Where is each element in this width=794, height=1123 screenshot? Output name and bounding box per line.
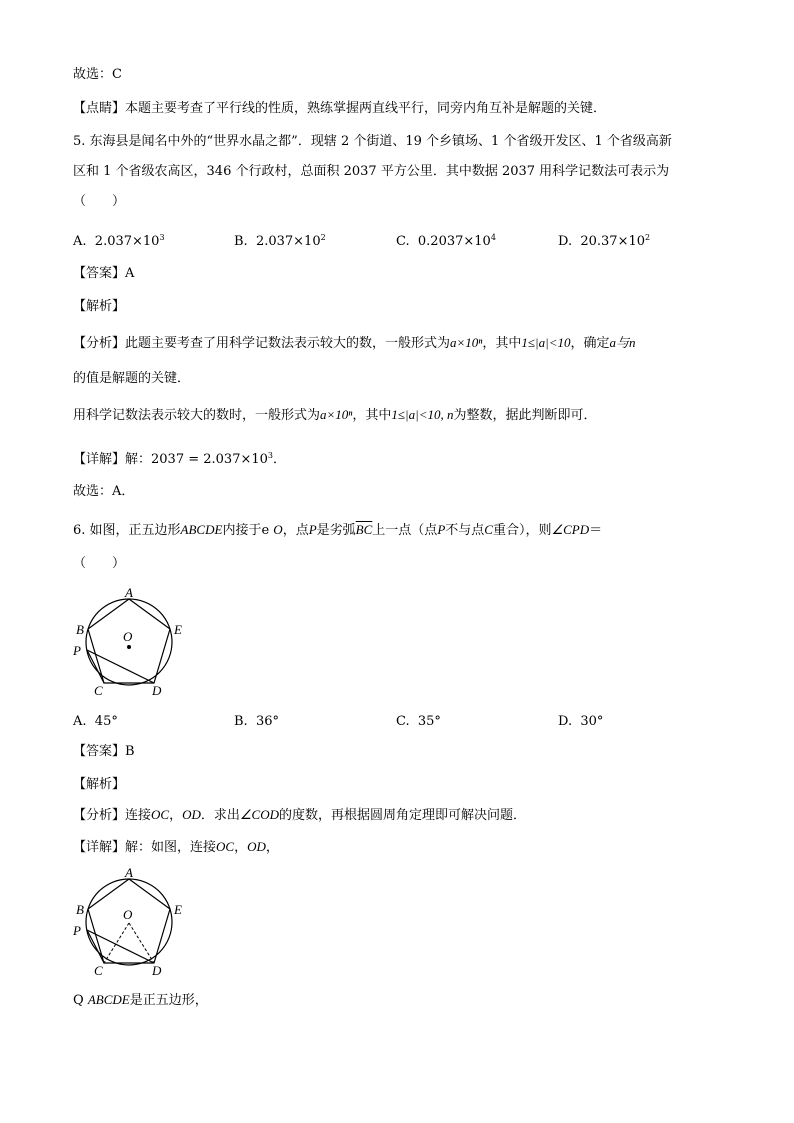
answer-choice-line: 故选：C [73,67,122,82]
label-p-2: P [73,923,81,938]
pentagon-figure-2 [70,865,190,980]
label-o-2: O [123,907,133,922]
label-e: E [174,622,182,637]
q5-option-b: B. $2.037\times 10^2$ [234,233,326,249]
q6-option-c: C. 35° [396,714,441,729]
q6-paren: （ ） [73,556,126,571]
q5-detail-line: 【详解】解：$2037 = 2.037\times 10^3$． [73,451,287,467]
label-b: B [76,622,84,637]
q6-option-b: B. 36° [234,714,279,729]
comment-line: 【点睛】本题主要考查了平行线的性质，熟练掌握两直线平行，同旁内角互补是解题的关键． [73,101,607,116]
q5-option-a: A. $2.037\times 10^3$ [73,233,165,249]
segment-pd [87,650,154,683]
q6-last-line: Q ABCDE是正五边形， [73,992,208,1008]
segment-oc-dashed [104,923,129,963]
q6-answer: 【答案】B [73,744,135,759]
q5-method-line: 用科学记数法表示较大的数时，一般形式为a×10ⁿ，其中1≤|a|<10, n为整数，据此判断即可． [73,407,597,423]
q5-option-d: D. $20.37\times 10^2$ [558,233,651,249]
q5-analysis-line-2: 的值是解题的关键． [73,371,191,386]
q5-analysis-heading: 【解析】 [73,299,126,314]
pentagon-figure-1 [70,585,190,700]
label-o: O [123,629,133,644]
q6-analysis-line: 【分析】连接OC，OD．求出∠COD的度数，再根据圆周角定理即可解决问题． [73,807,527,823]
label-a: A [125,585,133,600]
q6-option-d: D. 30° [558,714,604,729]
q6-option-a: A. 45° [73,714,118,729]
label-d-2: D [152,963,162,978]
label-a-2: A [125,865,133,880]
q5-analysis-line-1: 【分析】此题主要考查了用科学记数法表示较大的数，一般形式为a×10ⁿ，其中1≤|a|<10，确定a与n [73,335,636,351]
label-p: P [73,643,81,658]
q5-stem-line-1: 5. 东海县是闻名中外的“世界水晶之都”．现辖 2 个街道、19 个乡镇场、1 个省级开发区、1 个省级高新 [73,134,672,149]
label-c-2: C [94,963,103,978]
q6-analysis-heading: 【解析】 [73,777,126,792]
label-e-2: E [174,902,182,917]
center-dot [127,645,131,649]
q5-answer: 【答案】A [73,266,135,281]
label-c: C [94,683,103,698]
label-b-2: B [76,902,84,917]
q5-paren: （ ） [73,194,126,209]
q5-option-c: C. $0.2037\times 10^4$ [396,233,496,249]
q6-stem-line: 6. 如图，正五边形ABCDE内接于e O，点P是劣弧$\overline{BC}$上一点（点P不与点C重合），则∠CPD＝ [73,522,603,538]
q5-stem-line-2: 区和 1 个省级农高区，346 个行政村，总面积 2037 平方公里．其中数据 2037 用科学记数法可表示为 [73,164,670,179]
q6-detail-line: 【详解】解：如图，连接OC，OD， [73,839,279,855]
label-d: D [152,683,162,698]
q5-conclusion: 故选：A． [73,484,135,499]
